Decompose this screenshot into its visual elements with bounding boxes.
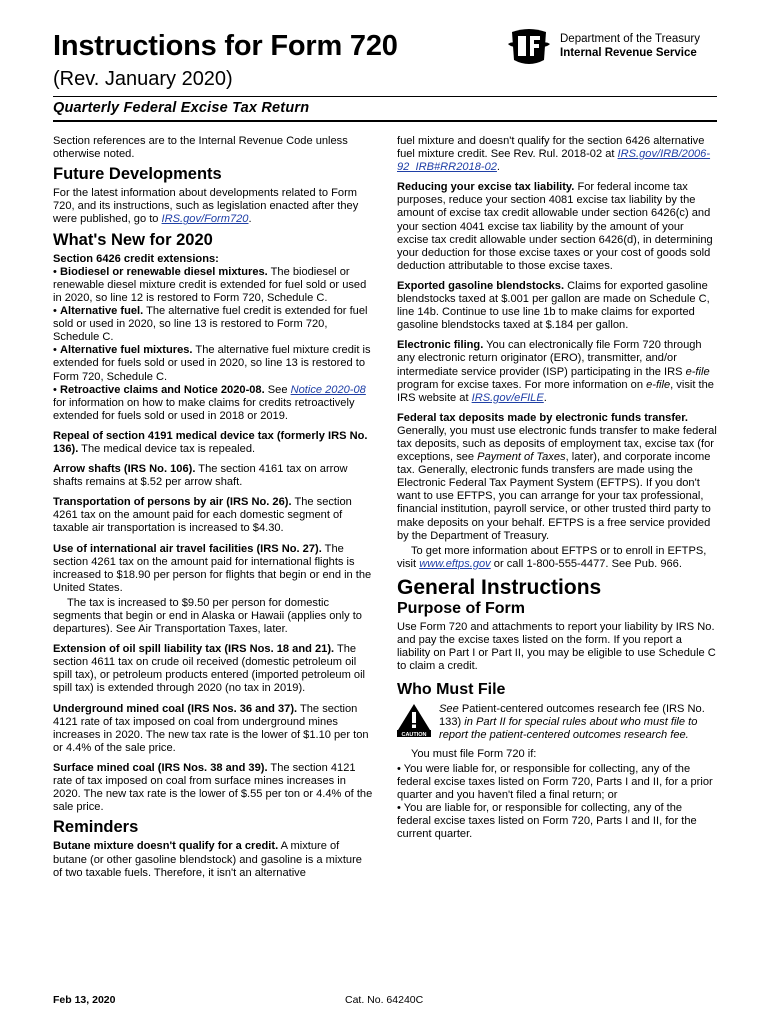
divider (53, 96, 717, 97)
paragraph: Transportation of persons by air (IRS No. 26). The section 4261 tax on the amount paid for each domestic segment of taxable air transportation is increased to $4.30. (53, 496, 352, 535)
paragraph: The tax is increased to $9.50 per person for domestic segments that begin or end in Alaska or Hawaii (applies only to departures). See Air Transportation Taxes, later. (53, 596, 362, 636)
whats-new-heading: What's New for 2020 (53, 230, 213, 249)
caution-text: See Patient-centered outcomes research fee (IRS No. 133) in Part II for special rules about who must file to report the patient-centered outcomes research fee. (439, 702, 705, 741)
paragraph: You must file Form 720 if: (411, 747, 537, 760)
paragraph: Surface mined coal (IRS Nos. 38 and 39). The section 4121 rate of tax imposed on coal from surface mines increases in 2020. The new tax rate is the lower of $.55 per ton or 4.4% of the sale price. (53, 761, 373, 814)
divider (53, 120, 717, 122)
right-column (397, 135, 717, 842)
paragraph: Reducing your excise tax liability. For federal income tax purposes, reduce your section 4081 excise tax liability by the amount of excise tax credit allowable under section 6426(c) and your section 4041 excise tax liability by the amount of your excise tax credit allowable under section 6426(d), in determining your deduction for those excise taxes or your cost of goods sold deduction attributable to those excise taxes. (397, 181, 713, 272)
footer-catalog-number: Cat. No. 64240C (345, 994, 424, 1006)
paragraph: Exported gasoline blendstocks. Claims for exported gasoline blendstocks taxed at $.001 per gallon are made on Schedule C, line 14b. Continue to use line 1b to make claims for exported gasoline blendstocks taxed at $.184 per gallon. (397, 279, 710, 332)
caution-icon (397, 703, 431, 737)
section-6426-block: Section 6426 credit extensions: • Biodiesel or renewable diesel mixtures. The biodiesel or renewable diesel mixture credit is extended for fuel sold or used in 2020, so line 12 is restored to Form 720, Schedule C. • Alternative fuel. The alternative fuel credit is extended for fuel sold or used in 2020, so line 13 is restored to Form 720, Schedule C. • Alternative fuel mixtures. The alternative fuel mixture credit is extended for fuels sold or used in 2020, so line 13 is restored to Form 720, Schedule C. • Retroactive claims and Notice 2020-08. See Notice 2020-08 for information on how to make claims for credits retroactively extended for fuels sold or used in 2018 or 2019. (53, 253, 373, 423)
left-column (53, 135, 373, 887)
paragraph: fuel mixture and doesn't qualify for the section 6426 alternative fuel mixture credit. See Rev. Rul. 2018-02 at IRS.gov/IRB/2006-92_IRB#RR2018-02. (397, 135, 711, 174)
reminders-heading: Reminders (53, 818, 139, 837)
form720-link[interactable]: IRS.gov/Form720 (161, 213, 249, 226)
revision-date: (Rev. January 2020) (53, 68, 233, 90)
eftps-link[interactable]: www.eftps.gov (419, 557, 491, 570)
rev-rul-link[interactable]: IRS.gov/IRB/2006-92_IRB#RR2018-02 (397, 148, 711, 174)
efile-link[interactable]: IRS.gov/eFILE (471, 391, 544, 404)
form-subtitle: Quarterly Federal Excise Tax Return (53, 100, 310, 116)
future-developments-heading: Future Developments (53, 165, 222, 184)
paragraph: Butane mixture doesn't qualify for a credit. A mixture of butane (or other gasoline blendstock) and gasoline is a mixture of two taxable fuels. Therefore, it isn't an alternative (53, 840, 362, 879)
general-instructions-heading: General Instructions (397, 575, 602, 599)
who-must-file-heading: Who Must File (397, 681, 506, 699)
intro-text: Section references are to the Internal Revenue Code unless otherwise noted. (53, 135, 348, 161)
paragraph: Federal tax deposits made by electronic funds transfer. Generally, you must use electronic funds transfer to make federal tax deposits, such as deposits of employment tax, excise tax (for exceptions, see Payment of Taxes, later), and corporate income tax. Generally, electronic funds transfers are made using the Electronic Federal Tax Payment System (EFTPS). If you don't want to use EFTPS, you can arrange for your tax professional, financial institution, payroll service, or other trusted third party to make deposits on your behalf. EFTPS is a free service provided by the Department of Treasury. (397, 411, 717, 542)
paragraph: Use of international air travel facilities (IRS No. 27). The section 4261 tax on the amount paid for international flights is increased to $18.90 per person for flights that begin or end in the United States. (53, 542, 372, 594)
list-item: • Retroactive claims and Notice 2020-08. See Notice 2020-08 for information on how to make claims for credits retroactively extended for fuels sold or used in 2018 or 2019. (53, 383, 366, 422)
footer-date: Feb 13, 2020 (53, 994, 116, 1006)
paragraph: To get more information about EFTPS or to enroll in EFTPS, visit www.eftps.gov or call 1-800-555-4477. See Pub. 966. (397, 544, 707, 570)
paragraph: Extension of oil spill liability tax (IRS Nos. 18 and 21). The section 4611 tax on crude oil received (domestic petroleum oil spill tax), or petroleum products entered (imported petroleum oil spill tax) is extended through 2020 (no tax in 2019). (53, 643, 366, 695)
notice-link[interactable]: Notice 2020-08 (290, 383, 366, 396)
list-item: • You are liable for, or responsible for collecting, any of the federal excise taxes listed on Form 720, Parts I and II, for the current quarter. (397, 802, 697, 841)
department-label: Department of the Treasury Internal Revenue Service (560, 33, 700, 59)
list-item: • Alternative fuel. The alternative fuel credit is extended for fuel sold or used in 2020, so line 13 is restored to Form 720, Schedule C. (53, 305, 368, 344)
paragraph: Underground mined coal (IRS Nos. 36 and 37). The section 4121 rate of tax imposed on coal from underground mines increases in 2020. The new tax rate is the lower of $1.10 per ton or 4.4% of the sale price. (53, 702, 369, 754)
list-item: • Biodiesel or renewable diesel mixtures. The biodiesel or renewable diesel mixture credit is extended for fuel sold or used in 2020, so line 12 is restored to Form 720, Schedule C. (53, 265, 367, 304)
purpose-of-form-heading: Purpose of Form (397, 600, 526, 617)
list-item: • Alternative fuel mixtures. The alternative fuel mixture credit is extended for fuels sold or used in 2020, so line 13 is restored to Form 720, Schedule C. (53, 344, 371, 383)
irs-eagle-logo-icon (504, 26, 554, 70)
paragraph: Use Form 720 and attachments to report your liability by IRS No. and pay the excise taxes listed on the form. If you report a liability on Part I or Part II, you may be eligible to use Schedule C to claim a credit. (397, 621, 716, 673)
svg-text:CAUTION: CAUTION (401, 731, 427, 737)
page-title: Instructions for Form 720 (53, 30, 398, 62)
list-item: • You were liable for, or responsible for collecting, any of the federal excise taxes listed on Form 720, Parts I and II, for a prior quarter and you haven't filed a final return; or (397, 762, 713, 802)
paragraph: Repeal of section 4191 medical device tax (formerly IRS No. 136). The medical device tax is repealed. (53, 429, 368, 455)
future-developments-text: For the latest information about developments related to Form 720, and its instructions, such as legislation enacted after they were published, go to IRS.gov/Form720. (53, 187, 359, 226)
paragraph: Electronic filing. You can electronically file Form 720 through any electronic return originator (ERO), transmitter, and/or intermediate service provider (ISP) participating in the IRS e-file program for excise taxes. For more information on e-file, visit the IRS website at IRS.gov/eFILE. (397, 339, 714, 404)
paragraph: Arrow shafts (IRS No. 106). The section 4161 tax on arrow shafts remains at $.52 per arrow shaft. (53, 463, 348, 489)
caution-note (397, 703, 717, 742)
